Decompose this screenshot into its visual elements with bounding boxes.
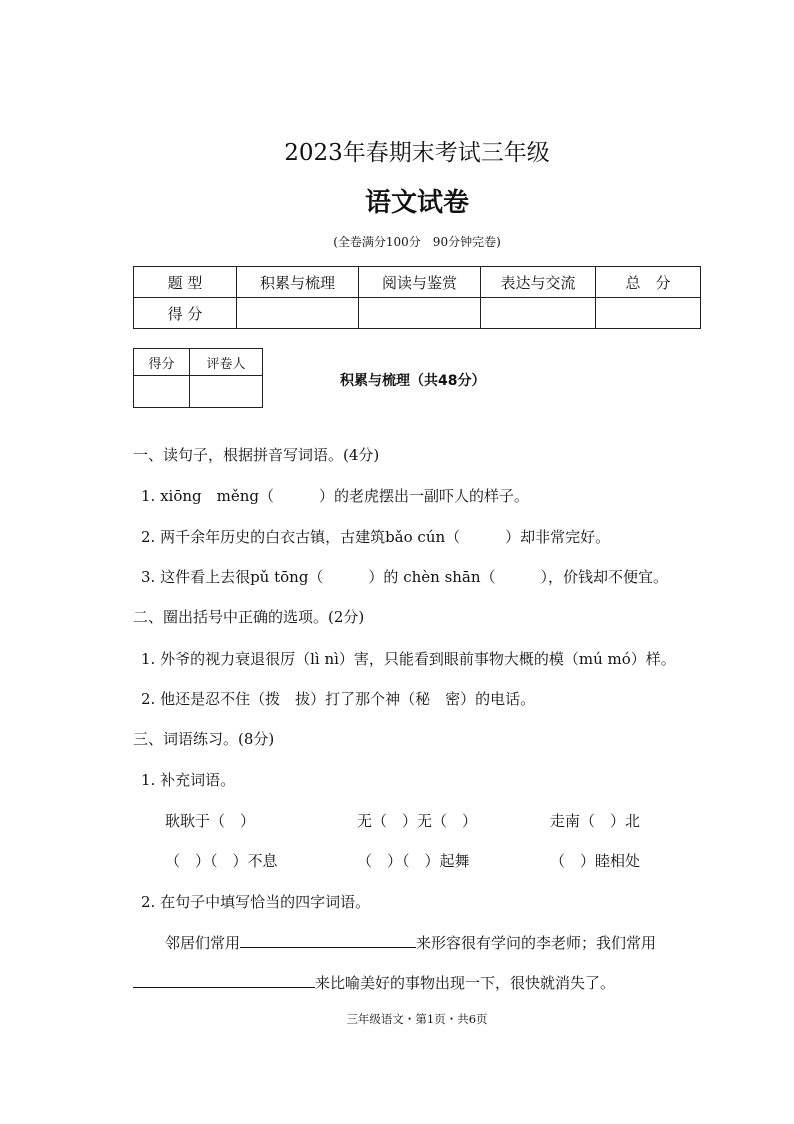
page-footer: 三年级语文・第1页・共6页	[346, 1012, 488, 1026]
grader-body-row	[134, 376, 263, 408]
subject-title: 语文试卷	[364, 188, 469, 218]
exam-title: 2023年春期末考试三年级	[284, 140, 550, 166]
q3-heading: 三、词语练习。(8分)	[133, 730, 275, 748]
grader-header-cell: 评卷人	[190, 349, 263, 376]
q1-heading: 一、读句子，根据拼音写词语。(4分)	[133, 446, 380, 464]
q2-item: 2. 他还是忍不住（拨 拔）打了那个神（秘 密）的电话。	[141, 690, 536, 708]
score-header-cell: 积累与梳理	[237, 267, 359, 298]
q1-item: 2. 两千余年历史的白衣古镇，古建筑bǎo cún（ ）却非常完好。	[141, 528, 611, 546]
score-cell[interactable]	[481, 298, 596, 329]
grader-header-cell: 得分	[134, 349, 190, 376]
sentence-text: 邻居们常用	[165, 934, 241, 952]
q1-item: 1. xiōng měng（ ）的老虎摆出一副吓人的样子。	[141, 487, 529, 505]
grader-box	[133, 348, 263, 408]
sentence-text: 来比喻美好的事物出现一下，很快就消失了。	[315, 974, 616, 992]
answer-blank[interactable]	[240, 931, 416, 948]
q2-heading: 二、圈出括号中正确的选项。(2分)	[133, 608, 365, 626]
q1-item: 3. 这件看上去很pǔ tōng（ ）的 chèn shān（ ），价钱却不便宜。	[141, 568, 669, 586]
word-fill-item: 耿耿于（ ）	[165, 812, 256, 830]
q3-sub2: 2. 在句子中填写恰当的四字词语。	[141, 893, 371, 911]
score-table-score-row	[134, 298, 701, 329]
score-cell[interactable]	[359, 298, 481, 329]
word-fill-item: 无（ ）无（ ）	[357, 812, 478, 830]
score-cell[interactable]	[596, 298, 701, 329]
sentence-text: 来形容很有学问的李老师；我们常用	[416, 934, 657, 952]
q2-item: 1. 外爷的视力衰退很厉（lì nì）害，只能看到眼前事物大概的模（mú mó）样。	[141, 650, 676, 668]
word-fill-item: 走南（ ）北	[550, 812, 641, 830]
answer-blank[interactable]	[133, 971, 315, 988]
section-title: 积累与梳理（共48分）	[340, 373, 486, 389]
fill-sentence-line1	[165, 931, 656, 953]
score-header-cell: 总 分	[596, 267, 701, 298]
score-table-header-row	[134, 267, 701, 298]
score-header-cell: 表达与交流	[481, 267, 596, 298]
word-fill-item: （ ）（ ）不息	[165, 852, 278, 870]
word-fill-item: （ ）（ ）起舞	[357, 852, 470, 870]
grader-header-row	[134, 349, 263, 376]
score-table	[133, 266, 701, 329]
score-header-cell: 题 型	[134, 267, 237, 298]
fill-sentence-line2	[133, 971, 615, 993]
score-row-label: 得 分	[134, 298, 237, 329]
exam-note: (全卷满分100分 90分钟完卷)	[333, 235, 501, 249]
score-header-cell: 阅读与鉴赏	[359, 267, 481, 298]
q3-sub1: 1. 补充词语。	[141, 771, 236, 789]
grader-score-cell[interactable]	[134, 376, 190, 408]
grader-name-cell[interactable]	[190, 376, 263, 408]
word-fill-item: （ ）睦相处	[550, 852, 641, 870]
score-cell[interactable]	[237, 298, 359, 329]
